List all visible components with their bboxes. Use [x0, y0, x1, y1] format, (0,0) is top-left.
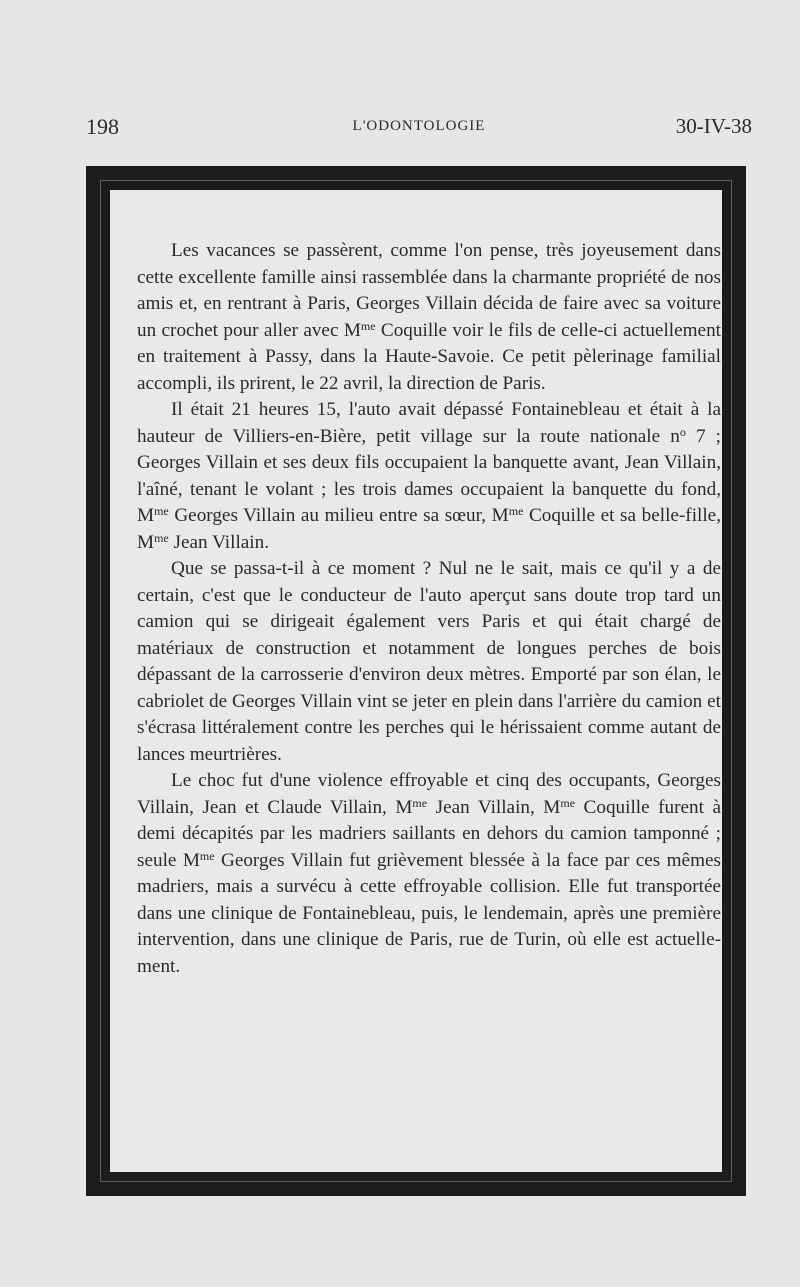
- mourning-border-frame: [86, 166, 746, 1196]
- page-number: 198: [86, 114, 119, 139]
- paragraph-4: Le choc fut d'une violence effroyable et cinq des occupants, Georges Villain, Jean et Claude Villain, $M^{me}$ Jean Villain, $M^{me}$ Coquille furent à demi décapités par les madriers saillants en dehors du camion tamponné ; seule $M^{me}$ Georges Villain fut grièvement blessée à la face par ces mêmes madriers, mais a survécu à cette effroyable collision. Elle fut transportée dans une clinique de Fontainebleau, puis, le lendemain, après une première intervention, dans une clinique de Paris, rue de Turin, où elle est actuellement.: [137, 770, 721, 977]
- paragraph-2: Il était 21 heures 15, l'auto avait dépassé Fontainebleau et était à la hauteur de Villiers-en-Bière, petit village sur la route nationale $n^o$ 7 ; Georges Villain et ses deux fils occupaient la banquette avant, Jean Villain, l'aîné, tenant le volant ; les trois dames occupaient la banquette du fond, $M^{me}$ Georges Villain au milieu entre sa sœur, $M^{me}$ Coquille et sa belle-fille, $M^{me}$ Jean Villain.: [137, 399, 722, 553]
- running-header: [86, 114, 752, 144]
- paragraph-1: Les vacances se passèrent, comme l'on pense, très joyeusement dans cette excellente famille ainsi rassemblée dans la charmante propriété de nos amis et, en rentrant à Paris, Georges Villain décida de faire avec sa voiture un crochet pour aller avec $M^{me}$ Coquille voir le fils de celle-ci actuellement en traitement à Passy, dans la Haute-Savoie. Ce petit pèlerinage familial accompli, ils prirent, le 22 avril, la direction de Paris.: [137, 240, 721, 394]
- article-body: [137, 238, 721, 980]
- issue-date: 30-IV-38: [675, 114, 752, 138]
- journal-title: L'ODONTOLOGIE: [352, 118, 486, 134]
- paragraph-3: Que se passa-t-il à ce moment ? Nul ne le sait, mais ce qu'il y a de certain, c'est que le conducteur de l'auto aperçut sans doute trop tard un camion qui se dirigeait également vers Paris et qui était chargé de matériaux de construction et notamment de longues perches de bois dépassant de la carrosserie d'environ deux mètres. Emporté par son élan, le cabriolet de Georges Villain vint se jeter en plein dans l'arrière du camion et s'écrasa littéralement contre les perches qui le hérissaient comme autant de lances meurtrières.: [137, 558, 721, 765]
